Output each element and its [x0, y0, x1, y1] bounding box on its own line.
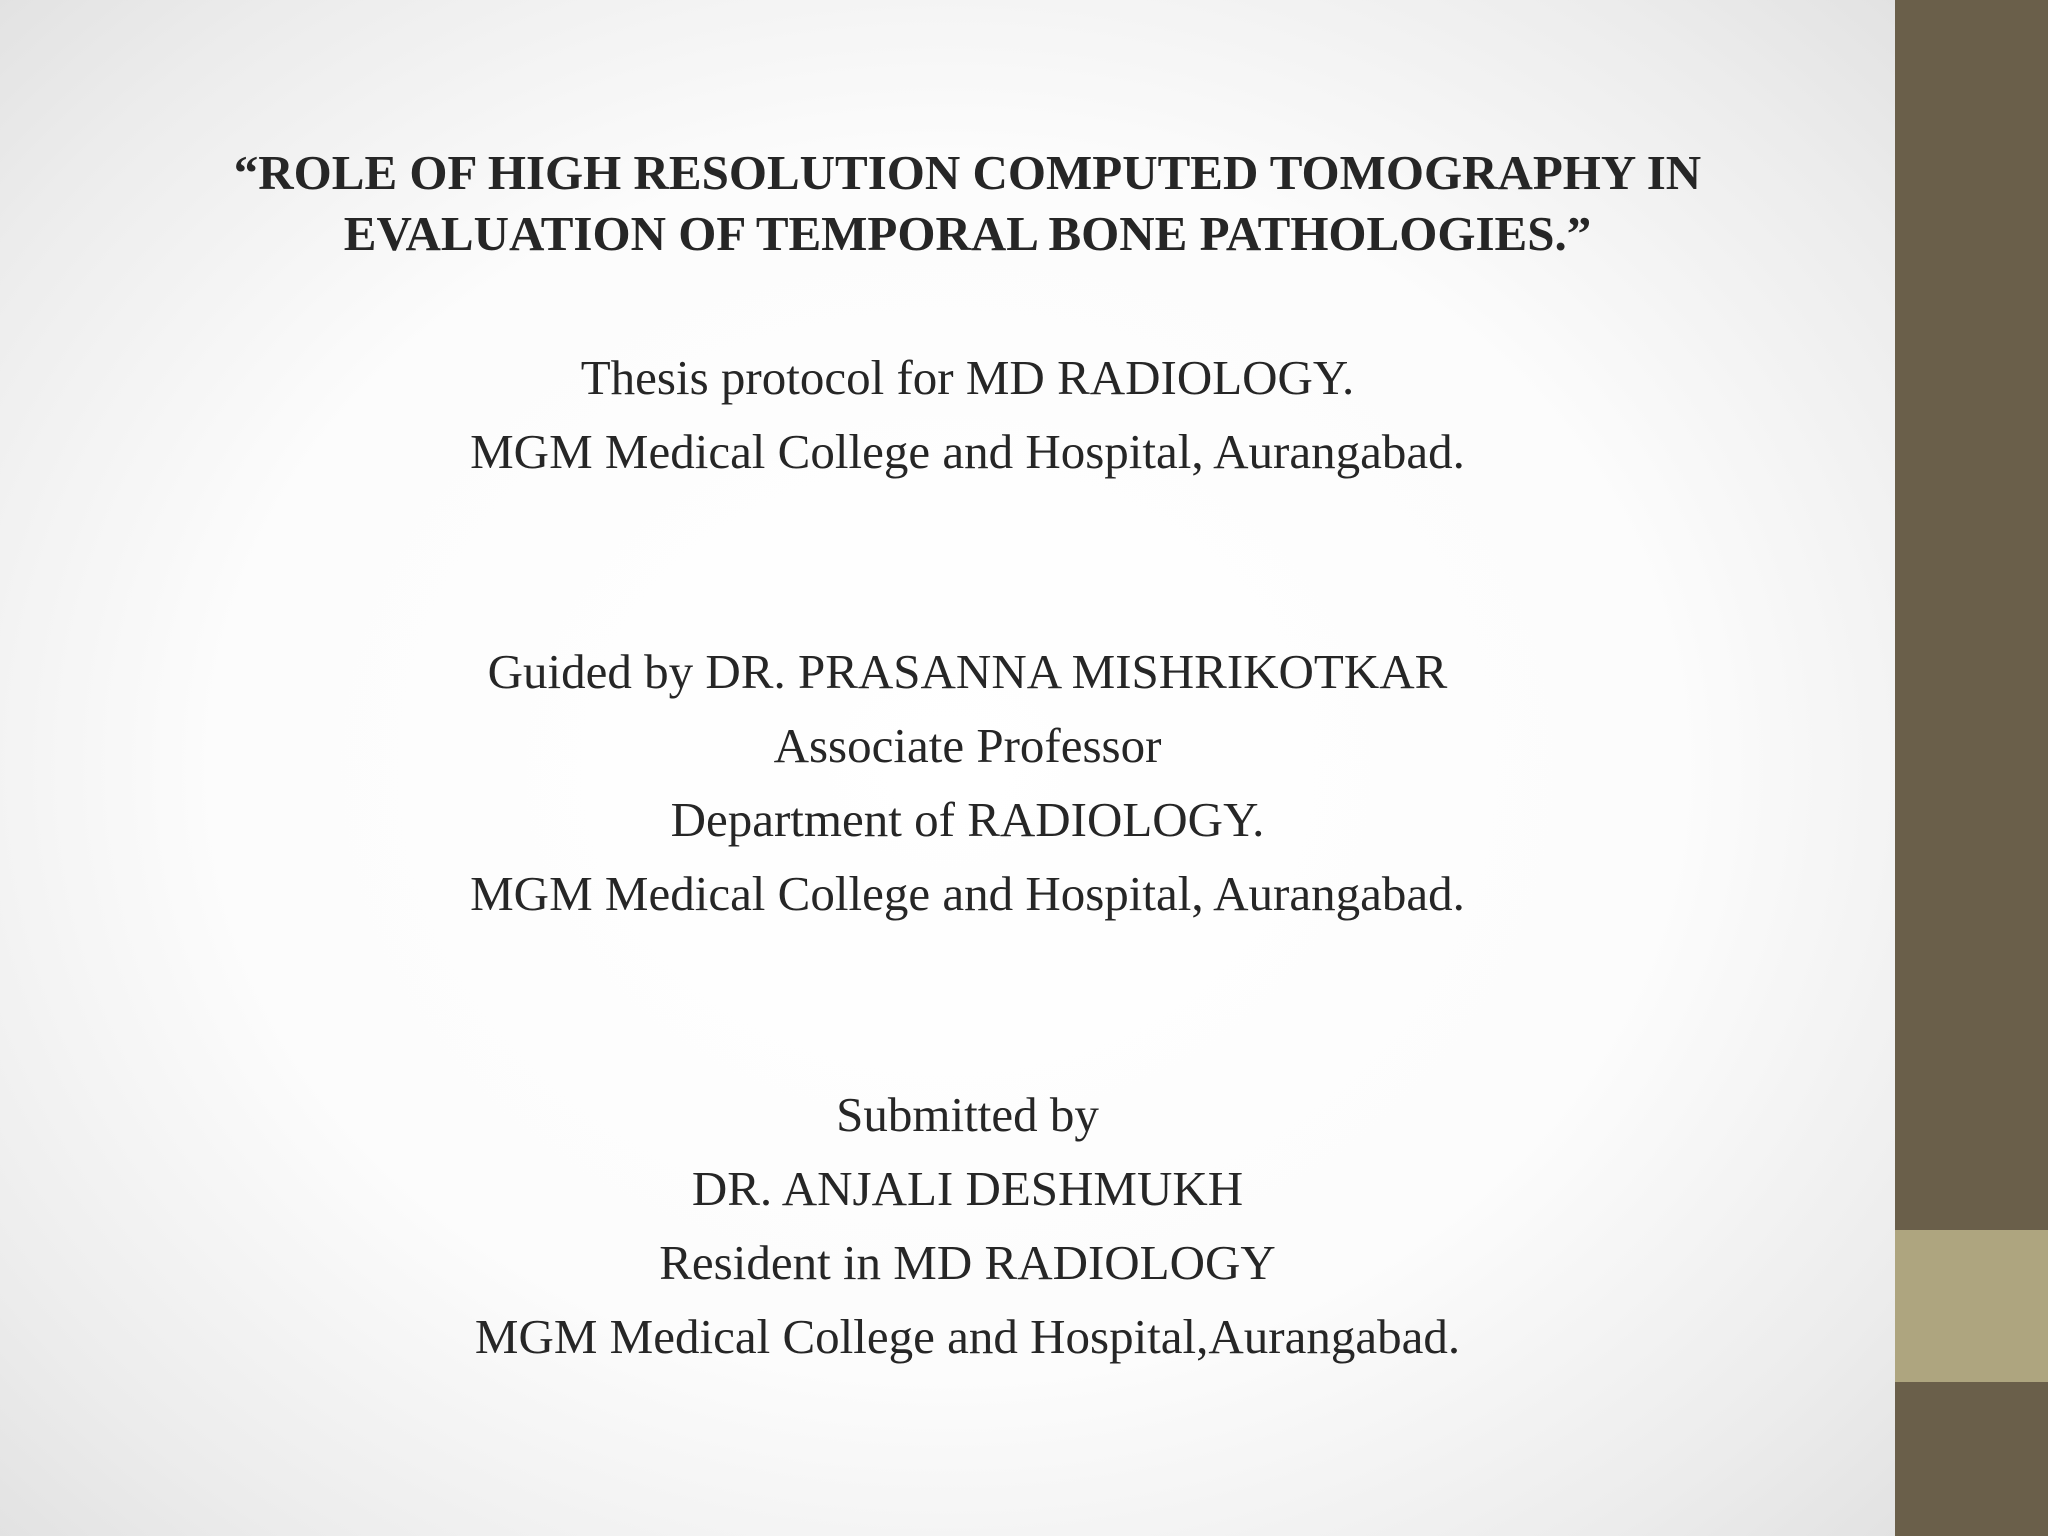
- protocol-institution: MGM Medical College and Hospital, Aurangabad.: [470, 424, 1465, 479]
- guide-department: Department of RADIOLOGY.: [670, 792, 1265, 847]
- submitter-institution: MGM Medical College and Hospital,Aurangabad.: [474, 1309, 1461, 1364]
- side-bar-bottom-segment: [1895, 1382, 2048, 1536]
- guide-institution: MGM Medical College and Hospital, Aurangabad.: [470, 866, 1465, 921]
- title-line-1: “ROLE OF HIGH RESOLUTION COMPUTED TOMOGRAPHY IN: [233, 145, 1702, 200]
- submitted-by-label: Submitted by: [836, 1087, 1099, 1142]
- protocol-line: Thesis protocol for MD RADIOLOGY.: [580, 350, 1355, 405]
- title-line-2: EVALUATION OF TEMPORAL BONE PATHOLOGIES.”: [343, 206, 1592, 261]
- slide-title: [0, 142, 1935, 264]
- guide-designation: Associate Professor: [773, 718, 1162, 773]
- guide-name: Guided by DR. PRASANNA MISHRIKOTKAR: [487, 644, 1448, 699]
- submitter-name: DR. ANJALI DESHMUKH: [691, 1161, 1244, 1216]
- submitter-designation: Resident in MD RADIOLOGY: [659, 1235, 1276, 1290]
